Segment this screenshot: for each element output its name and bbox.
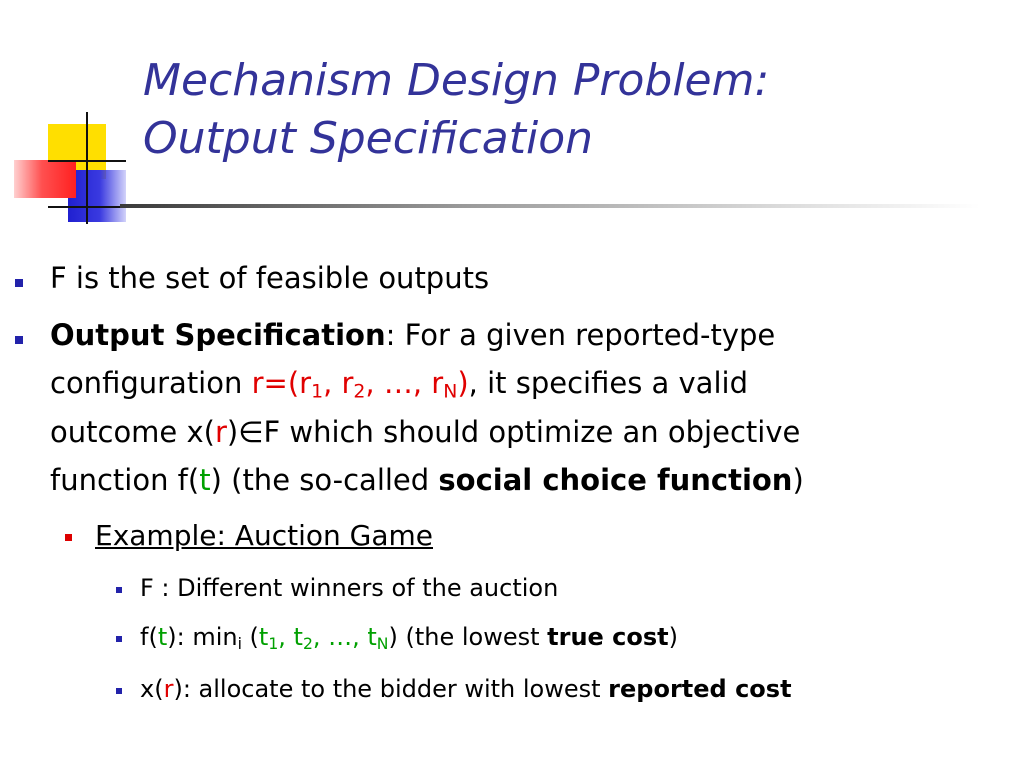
text: configuration <box>50 366 252 400</box>
bullet-feasible-outputs <box>50 253 1010 304</box>
bullet-square-icon <box>116 636 122 642</box>
text: ) <box>792 463 804 497</box>
example-heading <box>95 516 995 556</box>
bullet-output-spec-line4 <box>50 455 1010 506</box>
example-text: Example: Auction Game <box>95 519 433 552</box>
bullet-square-icon <box>116 688 122 694</box>
title-line-1: Mechanism Design Problem: <box>143 55 770 106</box>
bullet-square-icon <box>15 279 23 287</box>
term-social-choice-function: social choice function <box>438 463 793 497</box>
reported-type-vector: $r=(r_1$, $r_2$, …, $r_N$) <box>251 366 469 403</box>
text: F : Different winners of the auction <box>140 574 559 602</box>
sub-bullet-true-cost: f(t): $\min_i (t_1$, $t_2$, …, $t_N$) (the lowest true cost) <box>140 623 679 653</box>
sub-bullet-reported-cost: x(r): allocate to the bidder with lowest reported cost <box>140 675 792 703</box>
bullet-square-icon <box>65 534 72 541</box>
bullet-text: F is the set of feasible outputs <box>50 261 490 295</box>
bullet-output-spec-line3 <box>50 407 1010 458</box>
text: function f( <box>50 463 200 497</box>
bullet-square-icon <box>116 587 122 593</box>
sub-bullet-winners <box>140 571 1020 605</box>
text: outcome x( <box>50 415 215 449</box>
text: ) (the so-called <box>210 463 439 497</box>
text: )∈F which should optimize an objective <box>226 415 801 449</box>
title-line-2: Output Specification <box>143 113 594 164</box>
text: , it specifies a valid <box>468 366 748 400</box>
term-output-specification: Output Specification <box>50 318 386 352</box>
var-t: t <box>199 463 211 497</box>
bullet-output-spec-line2 <box>50 358 1010 409</box>
var-r: r <box>214 415 227 449</box>
bullet-square-icon <box>15 336 23 344</box>
text: : For a given reported-type <box>385 318 776 352</box>
bullet-output-spec-line1 <box>50 310 1010 361</box>
